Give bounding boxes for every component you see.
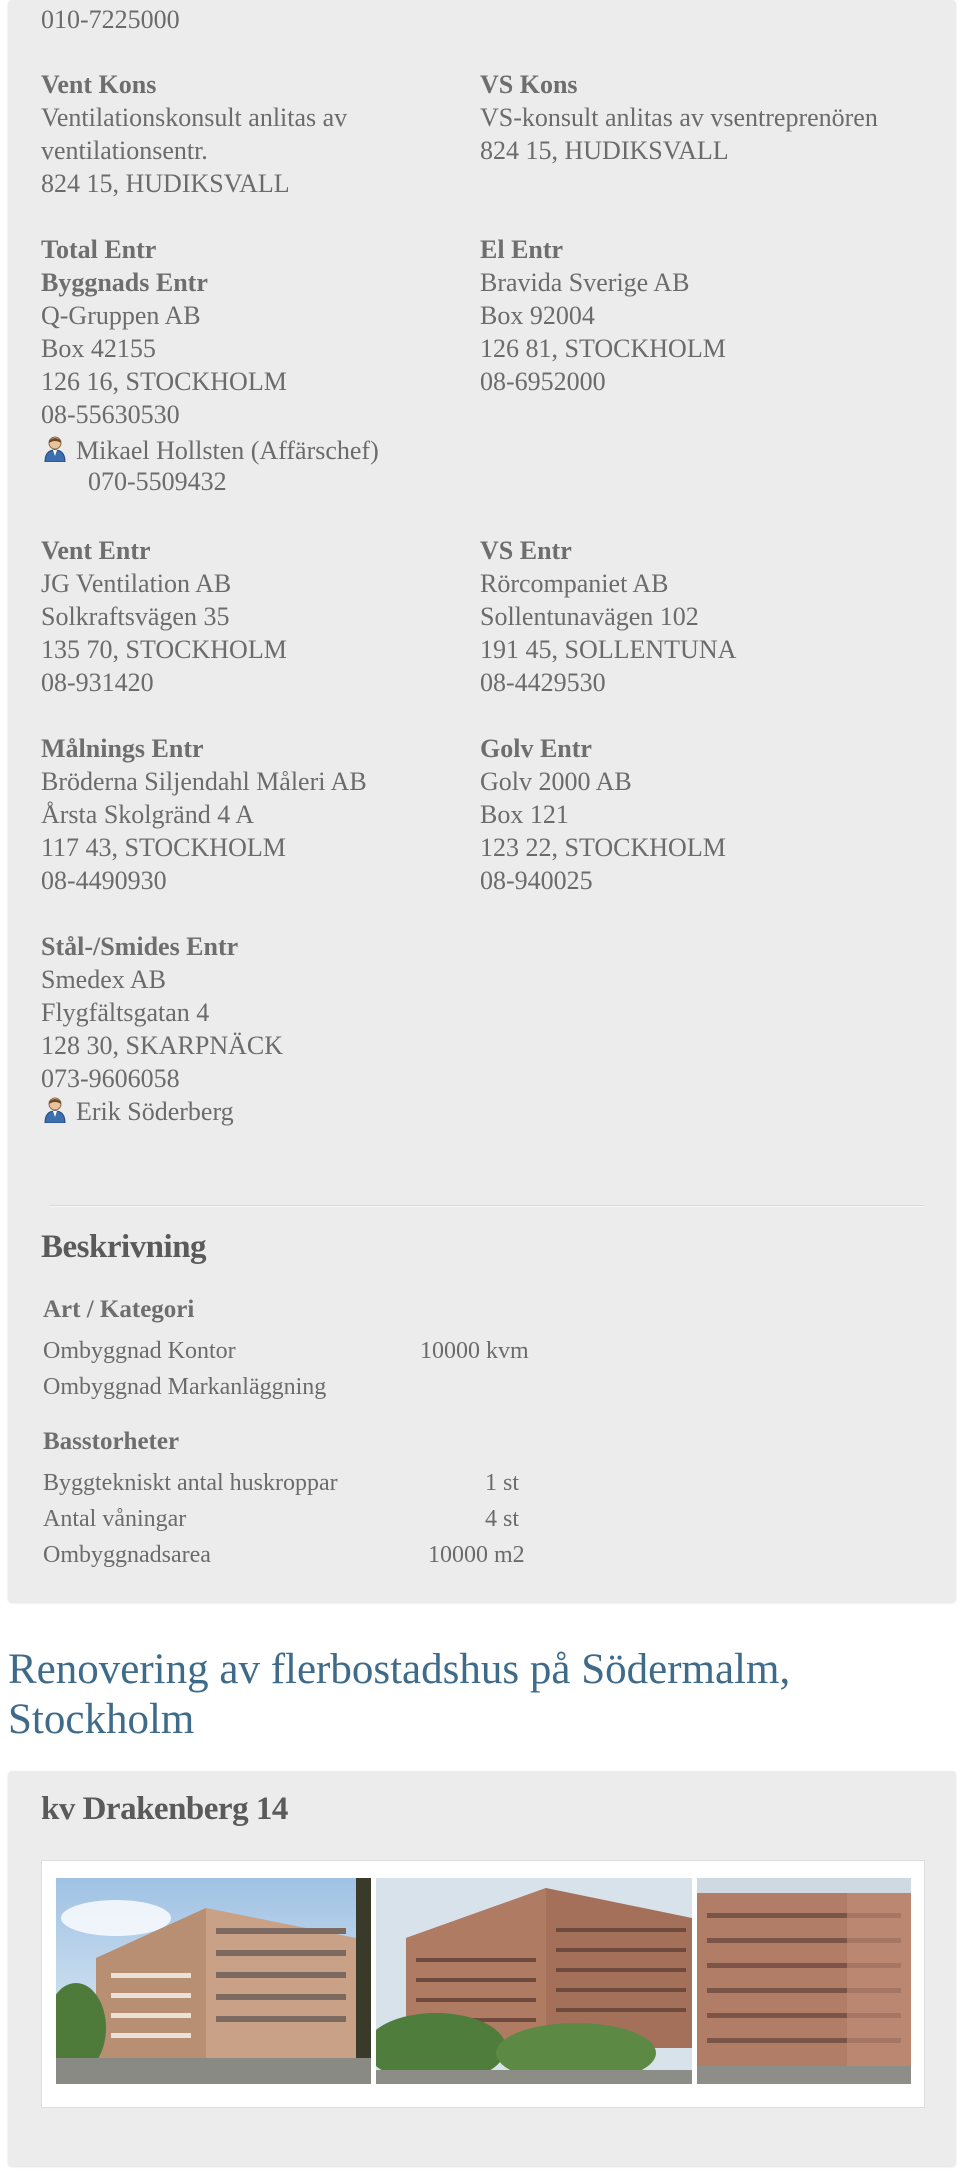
category-heading: Art / Kategori [43, 1296, 195, 1323]
contact-role: Byggnads Entr [41, 268, 208, 297]
contact-phone: 08-6952000 [480, 367, 606, 396]
person-icon [44, 436, 66, 462]
contact-role: El Entr [480, 235, 564, 264]
size-label: Antal våningar [43, 1506, 187, 1532]
category-value: 10000 kvm [420, 1338, 529, 1364]
company-name: Smedex AB [41, 965, 166, 994]
contact-role: VS Entr [480, 536, 572, 565]
contact-line: 824 15, HUDIKSVALL [41, 169, 290, 198]
company-name: Bravida Sverige AB [480, 268, 690, 297]
contact-line: 126 81, STOCKHOLM [480, 334, 726, 363]
category-label: Ombyggnad Kontor [43, 1338, 236, 1364]
contact-malnings-entr [41, 732, 471, 897]
contact-role: Stål-/Smides Entr [41, 932, 239, 961]
contact-person-phone: 070-5509432 [88, 467, 227, 496]
size-label: Byggtekniskt antal huskroppar [43, 1470, 338, 1496]
contact-person-name: Mikael Hollsten (Affärschef) [76, 436, 379, 465]
contact-golv-entr [480, 732, 910, 897]
size-label: Ombyggnadsarea [43, 1542, 211, 1568]
person-icon [44, 1097, 66, 1123]
contact-person-name: Erik Söderberg [76, 1097, 234, 1126]
contact-line: 126 16, STOCKHOLM [41, 367, 287, 396]
sizes-heading: Basstorheter [43, 1428, 180, 1455]
contact-line: Sollentunavägen 102 [480, 602, 699, 631]
contact-phone: 08-931420 [41, 668, 154, 697]
size-value: 1 st [485, 1470, 520, 1496]
contact-line: 117 43, STOCKHOLM [41, 833, 286, 862]
building-photo-3[interactable] [697, 1878, 911, 2084]
contact-phone: 08-4490930 [41, 866, 167, 895]
contact-line: Box 92004 [480, 301, 595, 330]
contact-role: Målnings Entr [41, 734, 204, 763]
company-name: JG Ventilation AB [41, 569, 232, 598]
contact-person[interactable] [41, 1095, 471, 1128]
contact-phone: 073-9606058 [41, 1064, 180, 1093]
contact-line: Box 42155 [41, 334, 156, 363]
building-photo-2[interactable] [376, 1878, 692, 2084]
description-title: Beskrivning [41, 1229, 207, 1265]
contact-line: ventilationsentr. [41, 136, 208, 165]
contact-role: VS Kons [480, 70, 578, 99]
contact-vs-kons [480, 68, 940, 167]
contact-vent-kons [41, 68, 471, 200]
contact-line: Box 121 [480, 800, 569, 829]
company-name: Bröderna Siljendahl Måleri AB [41, 767, 367, 796]
project-title[interactable]: Renovering av flerbostadshus på Södermalm, Stockholm [8, 1646, 791, 1743]
contact-stal-smides-entr [41, 930, 471, 1128]
contact-role: Vent Kons [41, 70, 157, 99]
contact-line: Årsta Skolgränd 4 A [41, 800, 255, 829]
contact-total-entr [41, 233, 471, 498]
building-photo-1[interactable] [56, 1878, 371, 2084]
contact-vent-entr [41, 534, 471, 699]
company-name: Q-Gruppen AB [41, 301, 201, 330]
contact-line: Solkraftsvägen 35 [41, 602, 230, 631]
contact-line: 824 15, HUDIKSVALL [480, 136, 729, 165]
size-value: 10000 m2 [428, 1542, 525, 1568]
company-name: Rörcompaniet AB [480, 569, 669, 598]
contact-phone: 08-55630530 [41, 400, 180, 429]
contact-line: 128 30, SKARPNÄCK [41, 1031, 283, 1060]
contact-phone: 08-4429530 [480, 668, 606, 697]
top-phone: 010-7225000 [41, 5, 180, 34]
contact-vs-entr [480, 534, 910, 699]
contact-line: VS-konsult anlitas av vsentreprenören [480, 103, 878, 132]
project-subtitle: kv Drakenberg 14 [41, 1791, 288, 1827]
contact-line: 123 22, STOCKHOLM [480, 833, 726, 862]
company-name: Golv 2000 AB [480, 767, 632, 796]
contact-line: Flygfältsgatan 4 [41, 998, 210, 1027]
contact-el-entr [480, 233, 910, 398]
category-label: Ombyggnad Markanläggning [43, 1374, 327, 1400]
contact-line: 135 70, STOCKHOLM [41, 635, 287, 664]
contact-role: Golv Entr [480, 734, 592, 763]
contact-phone: 08-940025 [480, 866, 593, 895]
contacts-card [8, 0, 956, 1602]
contact-line: Ventilationskonsult anlitas av [41, 103, 348, 132]
contact-role: Vent Entr [41, 536, 151, 565]
section-divider [49, 1205, 924, 1207]
photo-gallery [41, 1860, 925, 2108]
contact-line: 191 45, SOLLENTUNA [480, 635, 737, 664]
size-value: 4 st [485, 1506, 520, 1532]
contact-role: Total Entr [41, 235, 157, 264]
